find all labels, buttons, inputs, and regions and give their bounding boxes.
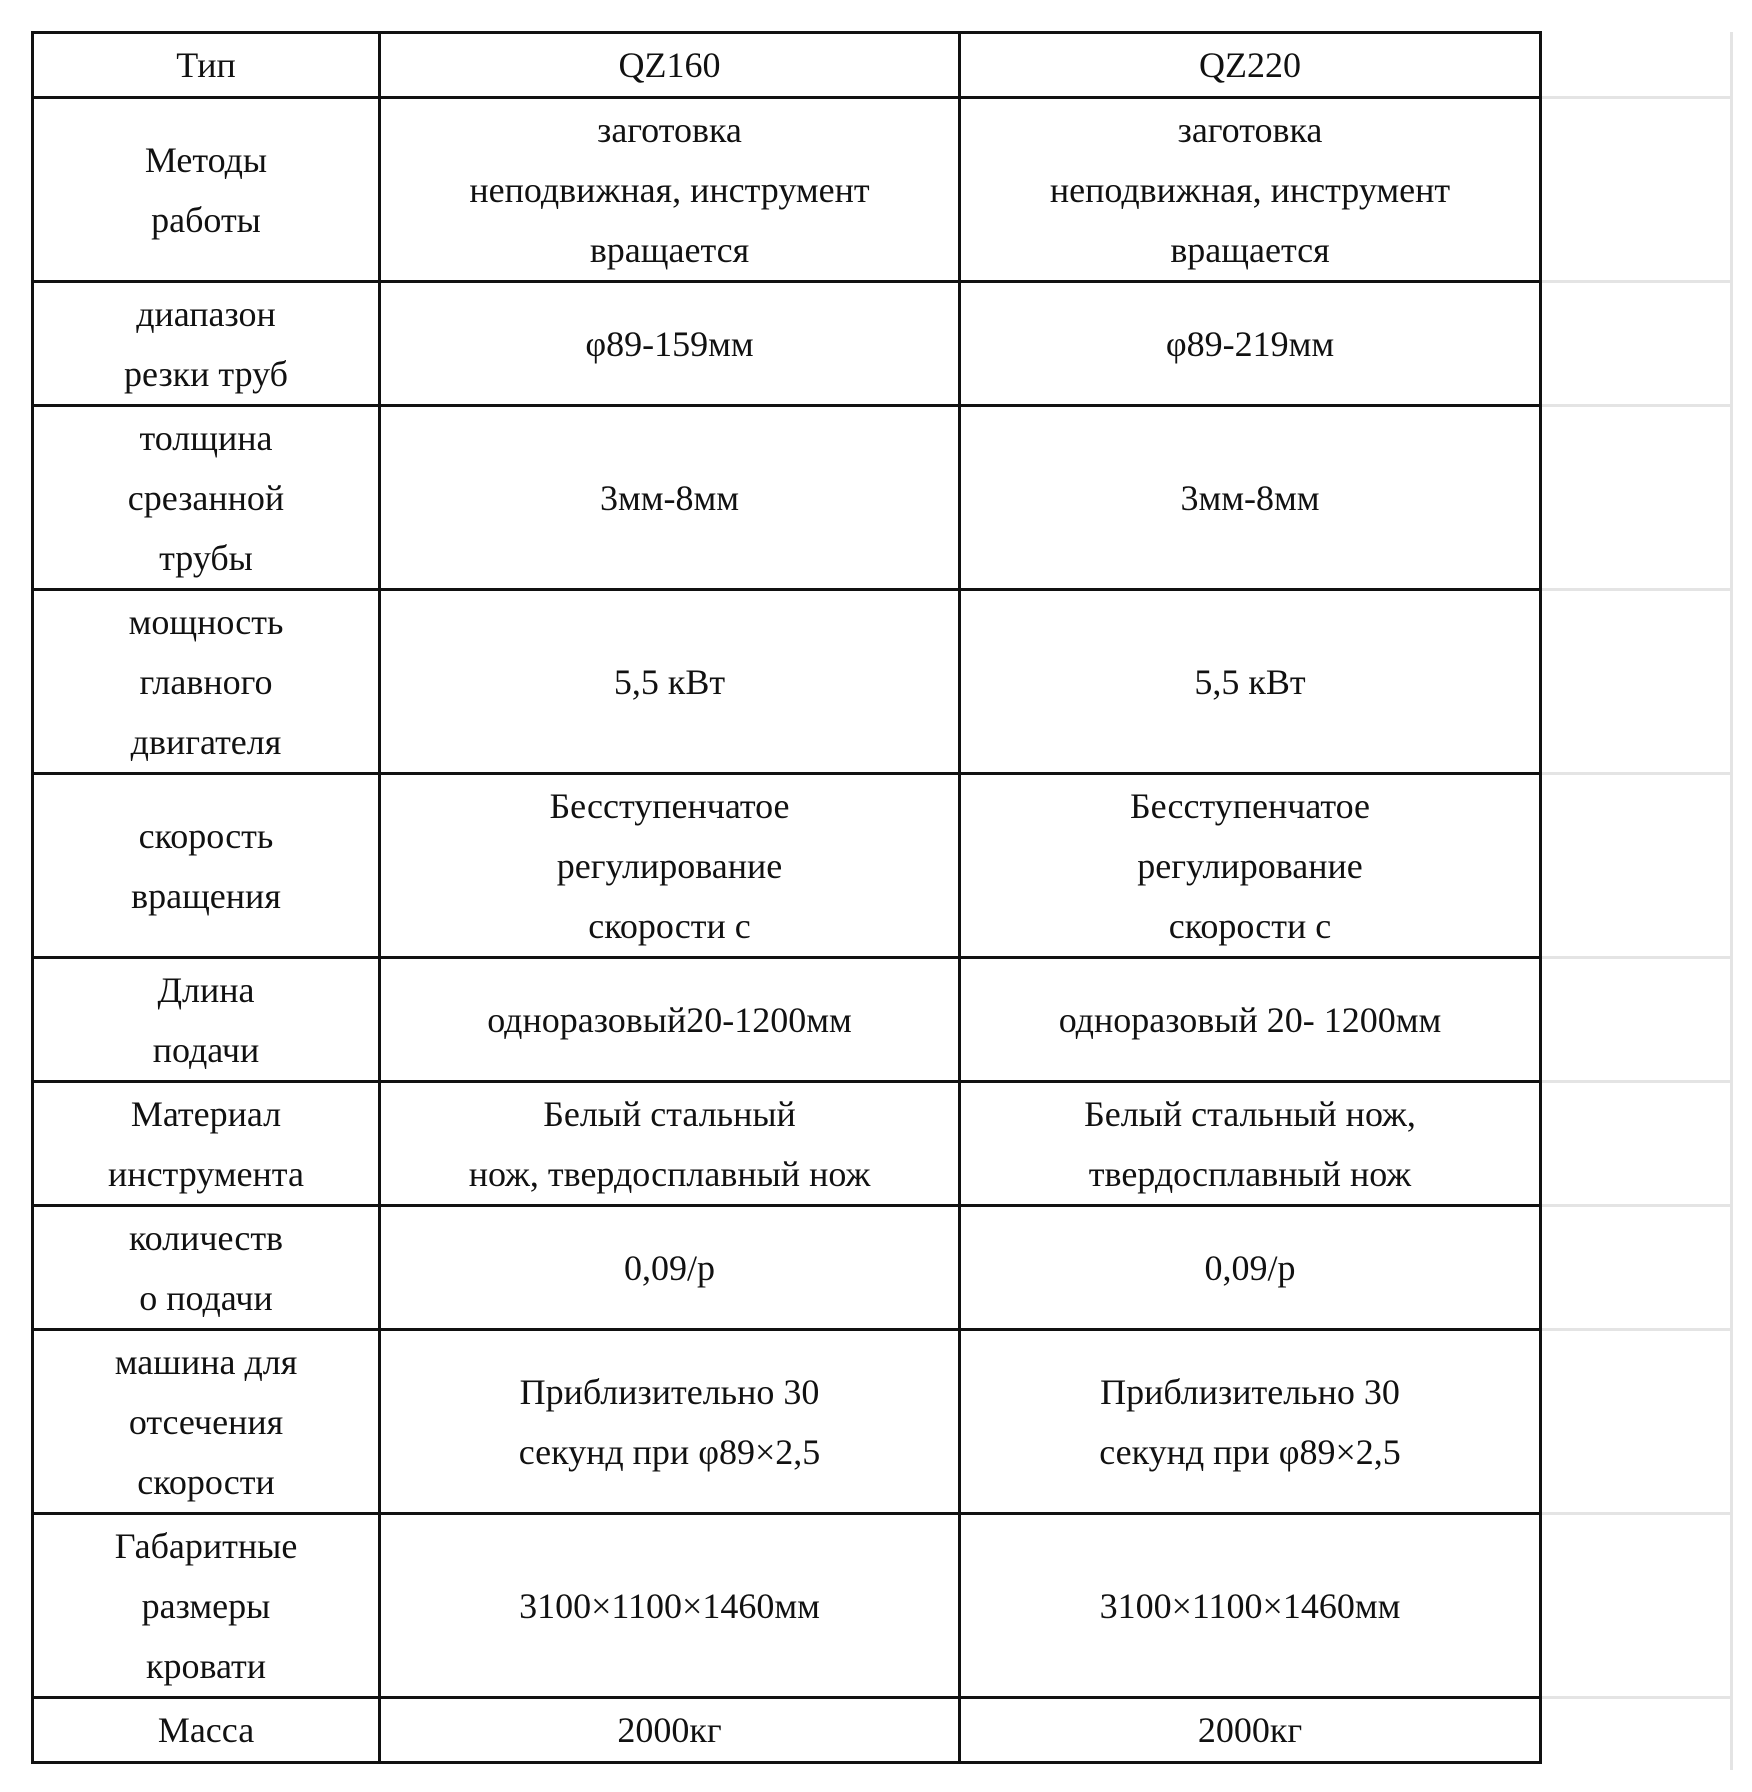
value-text: 3мм-8мм <box>599 477 740 518</box>
param-label: отсечения <box>128 1401 284 1442</box>
value-cell <box>960 958 1541 1082</box>
param-label: Материал <box>130 1093 282 1134</box>
value-cell <box>960 590 1541 774</box>
value-text: Белый стальный <box>543 1093 796 1134</box>
table-row <box>33 406 1541 590</box>
header-model-label: QZ160 <box>618 45 721 85</box>
value-text: 0,09/р <box>623 1247 715 1288</box>
param-label: инструмента <box>108 1153 304 1194</box>
value-cell <box>380 282 960 406</box>
param-label: Масса <box>157 1710 255 1750</box>
value-text: регулирование <box>1137 845 1363 886</box>
table-row <box>33 590 1541 774</box>
table-row <box>33 958 1541 1082</box>
value-text: Белый стальный нож, <box>1084 1093 1416 1134</box>
value-cell <box>960 1698 1541 1763</box>
param-label: резки труб <box>124 353 288 394</box>
value-cell <box>960 1082 1541 1206</box>
value-text: 0,09/р <box>1204 1247 1296 1288</box>
header-model-cell <box>380 33 960 98</box>
param-label: диапазон <box>136 293 276 334</box>
table-row <box>33 1698 1541 1763</box>
value-text: Бесступенчатое <box>549 785 790 826</box>
faint-row-line <box>1538 404 1730 407</box>
value-text: Приблизительно 30 <box>519 1371 820 1412</box>
param-cell <box>33 590 380 774</box>
value-text: неподвижная, инструмент <box>469 169 870 210</box>
value-cell <box>960 98 1541 282</box>
value-cell <box>960 1514 1541 1698</box>
value-text: 5,5 кВт <box>1194 661 1306 702</box>
value-text: одноразовый 20- 1200мм <box>1058 999 1442 1040</box>
value-text: 3100×1100×1460мм <box>1099 1585 1401 1626</box>
param-cell <box>33 282 380 406</box>
value-text: скорости с <box>1168 905 1332 946</box>
value-text: вращается <box>1170 229 1330 270</box>
value-cell <box>960 282 1541 406</box>
param-label: срезанной <box>127 477 285 518</box>
value-text: заготовка <box>597 109 742 150</box>
param-label: Габаритные <box>114 1525 298 1566</box>
value-text: Бесступенчатое <box>1129 785 1371 826</box>
param-label: Длина <box>157 969 255 1010</box>
value-text: нож, твердосплавный нож <box>468 1153 871 1194</box>
value-text: вращается <box>589 229 750 270</box>
param-cell <box>33 406 380 590</box>
value-text: φ89-159мм <box>585 323 754 364</box>
param-label: трубы <box>159 537 253 578</box>
table-row <box>33 282 1541 406</box>
faint-row-line <box>1538 772 1730 775</box>
value-cell <box>960 1330 1541 1514</box>
value-cell <box>380 406 960 590</box>
table-row <box>33 1514 1541 1698</box>
param-label: размеры <box>141 1585 271 1626</box>
value-text: 2000кг <box>1197 1710 1303 1750</box>
value-cell <box>380 1514 960 1698</box>
value-text: φ89-219мм <box>1165 323 1335 364</box>
value-cell <box>380 98 960 282</box>
value-cell <box>380 774 960 958</box>
param-cell <box>33 958 380 1082</box>
param-label: главного <box>139 661 273 702</box>
value-cell <box>380 1698 960 1763</box>
param-cell <box>33 1330 380 1514</box>
value-text: твердосплавный нож <box>1088 1153 1412 1194</box>
param-cell <box>33 1082 380 1206</box>
param-cell <box>33 1698 380 1763</box>
value-text: скорости с <box>588 905 751 946</box>
value-text: одноразовый20-1200мм <box>487 999 852 1040</box>
header-type-cell <box>33 33 380 98</box>
header-model-cell <box>960 33 1541 98</box>
table-row <box>33 1330 1541 1514</box>
param-cell <box>33 98 380 282</box>
value-cell <box>960 406 1541 590</box>
param-label: Методы <box>144 139 268 180</box>
value-text: Приблизительно 30 <box>1100 1371 1400 1412</box>
table-row <box>33 1206 1541 1330</box>
value-cell <box>380 1206 960 1330</box>
value-cell <box>960 774 1541 958</box>
faint-row-line <box>1538 280 1730 283</box>
param-label: кровати <box>145 1645 267 1686</box>
table-row <box>33 1082 1541 1206</box>
value-cell <box>960 1206 1541 1330</box>
param-label: вращения <box>131 875 281 916</box>
faint-row-line <box>1538 956 1730 959</box>
param-cell <box>33 1206 380 1330</box>
table-row <box>33 774 1541 958</box>
value-cell <box>380 1082 960 1206</box>
value-text: неподвижная, инструмент <box>1049 169 1451 210</box>
param-label: машина для <box>114 1341 298 1382</box>
value-cell <box>380 1330 960 1514</box>
param-label: толщина <box>139 417 273 458</box>
faint-row-line <box>1538 96 1730 99</box>
faint-row-line <box>1538 1204 1730 1207</box>
param-label: количеств <box>128 1217 284 1258</box>
value-text: 5,5 кВт <box>613 661 726 702</box>
param-label: подачи <box>152 1029 260 1070</box>
param-label: скорости <box>137 1461 275 1502</box>
value-cell <box>380 590 960 774</box>
header-type-label: Тип <box>176 45 236 85</box>
param-label: о подачи <box>139 1277 273 1318</box>
header-model-label: QZ220 <box>1199 45 1301 85</box>
value-cell <box>380 958 960 1082</box>
param-label: скорость <box>138 815 274 856</box>
table-header-row <box>33 33 1541 98</box>
faint-row-line <box>1538 1328 1730 1331</box>
value-text: 2000кг <box>617 1710 722 1750</box>
value-text: заготовка <box>1177 109 1323 150</box>
faint-row-line <box>1538 1512 1730 1515</box>
value-text: 3100×1100×1460мм <box>519 1585 820 1626</box>
table-row <box>33 98 1541 282</box>
param-label: двигателя <box>130 721 282 762</box>
param-cell <box>33 774 380 958</box>
value-text: 3мм-8мм <box>1180 477 1320 518</box>
faint-row-line <box>1538 588 1730 591</box>
param-label: работы <box>151 199 261 240</box>
value-text: секунд при φ89×2,5 <box>1099 1431 1401 1472</box>
faint-extra-column <box>1538 32 1733 1770</box>
value-text: регулирование <box>556 845 783 886</box>
value-text: секунд при φ89×2,5 <box>518 1431 821 1472</box>
param-label: мощность <box>128 601 284 642</box>
param-cell <box>33 1514 380 1698</box>
specification-table <box>31 31 1542 1764</box>
faint-row-line <box>1538 1696 1730 1699</box>
faint-row-line <box>1538 1080 1730 1083</box>
